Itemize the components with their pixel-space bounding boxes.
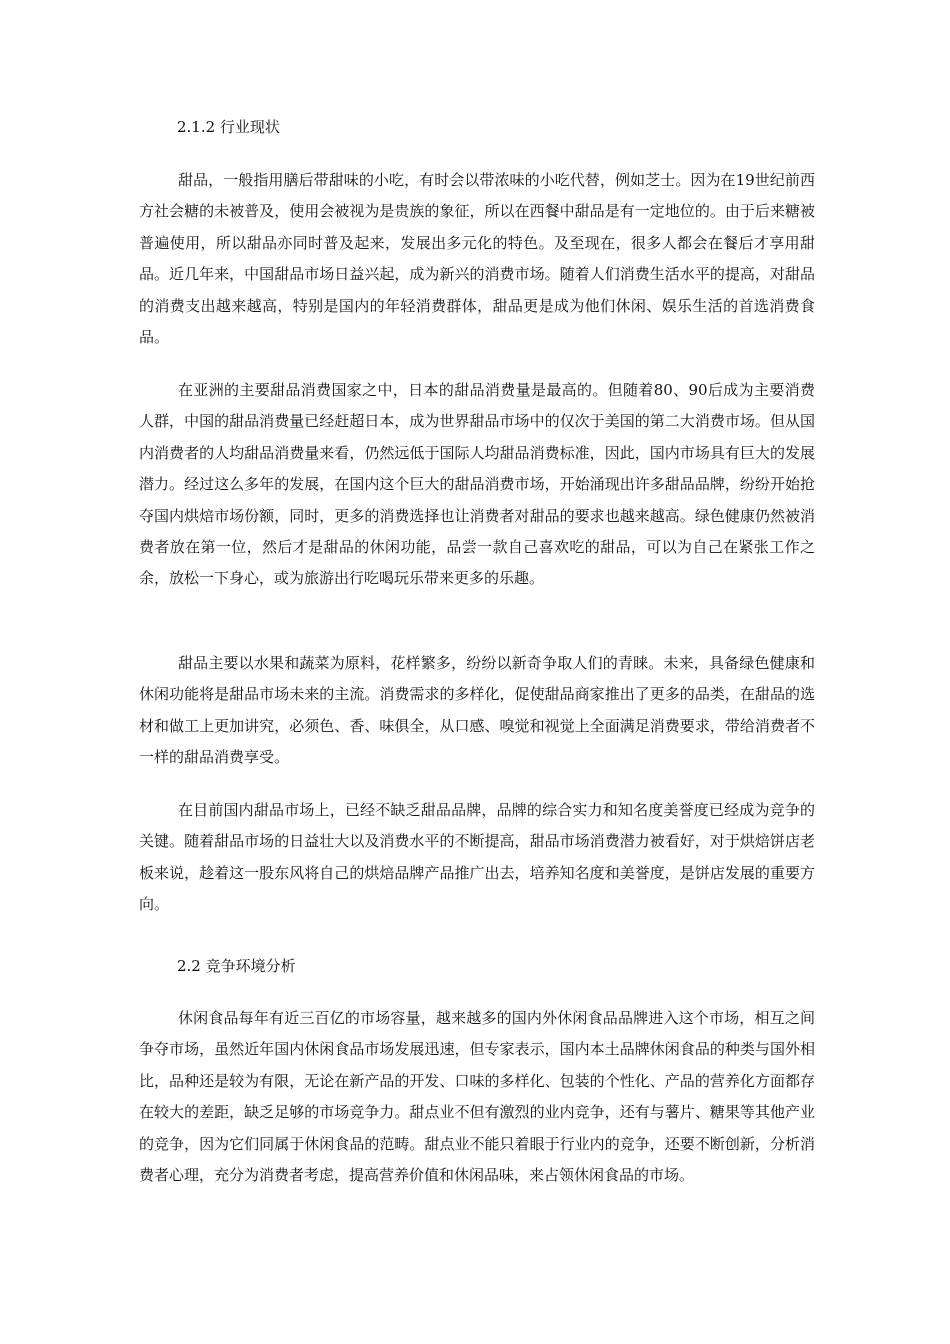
paragraph-dessert-definition: 甜品，一般指用膳后带甜味的小吃，有时会以带浓味的小吃代替，例如芝士。因为在19世纪前西方社会糖的未被普及，使用会被视为是贵族的象征，所以在西餐中甜品是有一定地位的。由于后来糖被普遍使用，所以甜品亦同时普及起来，发展出多元化的特色。及至现在，很多人都会在餐后才享用甜品。近几年来，中国甜品市场日益兴起，成为新兴的消费市场。随着人们消费生活水平的提高，对甜品的消费支出越来越高，特别是国内的年轻消费群体，甜品更是成为他们休闲、娱乐生活的首选消费食品。 — [139, 171, 815, 347]
paragraph-snack-market: 休闲食品每年有近三百亿的市场容量，越来越多的国内外休闲食品品牌进入这个市场，相互之间争夺市场，虽然近年国内休闲食品市场发展迅速，但专家表示，国内本土品牌休闲食品的种类与国外相比，品种还是较为有限，无论在新产品的开发、口味的多样化、包装的个性化、产品的营养化方面都存在较大的差距，缺乏足够的市场竞争力。甜点业不但有激烈的业内竞争，还有与薯片、糖果等其他产业的竞争，因为它们同属于休闲食品的范畴。甜点业不能只着眼于行业内的竞争，还要不断创新，分析消费者心理，充分为消费者考虑，提高营养价值和休闲品味，来占领休闲食品的市场。 — [139, 1009, 815, 1185]
section-heading-industry-status: 2.1.2 行业现状 — [177, 118, 280, 136]
section-heading-competition-analysis: 2.2 竞争环境分析 — [177, 957, 296, 975]
paragraph-brand-competition: 在目前国内甜品市场上，已经不缺乏甜品品牌，品牌的综合实力和知名度美誉度已经成为竞争的关键。随着甜品市场的日益壮大以及消费水平的不断提高，甜品市场消费潜力被看好，对于烘焙饼店老板来说，趁着这一股东风将自己的烘焙品牌产品推广出去，培养知名度和美誉度，是饼店发展的重要方向。 — [139, 801, 815, 914]
paragraph-asia-consumption: 在亚洲的主要甜品消费国家之中，日本的甜品消费量是最高的。但随着80、90后成为主要消费人群，中国的甜品消费量已经赶超日本，成为世界甜品市场中的仅次于美国的第二大消费市场。但从国内消费者的人均甜品消费量来看，仍然远低于国际人均甜品消费标准，因此，国内市场具有巨大的发展潜力。经过这么多年的发展，在国内这个巨大的甜品消费市场，开始涌现出许多甜品品牌，纷纷开始抢夺国内烘焙市场份额，同时，更多的消费选择也让消费者对甜品的要求也越来越高。绿色健康仍然被消费者放在第一位，然后才是甜品的休闲功能，品尝一款自己喜欢吃的甜品，可以为自己在紧张工作之余，放松一下身心，或为旅游出行吃喝玩乐带来更多的乐趣。 — [139, 381, 815, 588]
paragraph-ingredients-trend: 甜品主要以水果和蔬菜为原料，花样繁多，纷纷以新奇争取人们的青睐。未来，具备绿色健康和休闲功能将是甜品市场未来的主流。消费需求的多样化，促使甜品商家推出了更多的品类，在甜品的选材和做工上更加讲究，必须色、香、味俱全，从口感、嗅觉和视觉上全面满足消费要求，带给消费者不一样的甜品消费享受。 — [139, 654, 815, 767]
